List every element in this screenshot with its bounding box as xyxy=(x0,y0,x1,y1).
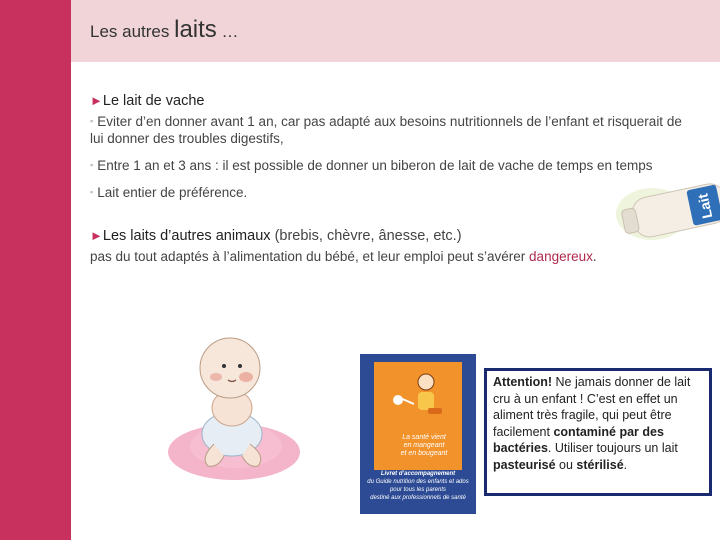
triangle-icon: ► xyxy=(90,228,103,243)
booklet-footer-line-3: pour tous les parents xyxy=(389,487,447,493)
booklet-footer-line-2: du Guide nutrition des enfants et ados xyxy=(367,479,469,485)
booklet-footer-line-1: Livret d’accompagnement xyxy=(380,471,456,477)
attention-text-3: . Utiliser toujours un lait xyxy=(547,441,678,455)
slide-title xyxy=(90,16,239,44)
section1-bullet-2 xyxy=(90,157,690,174)
booklet-figure-icon xyxy=(380,368,456,428)
section1-bullet-1 xyxy=(90,113,690,147)
left-accent-bar xyxy=(0,0,71,540)
attention-text-2: C’est en effet un aliment très fragile, qui peut être facilement xyxy=(493,391,678,439)
attention-bold-1: contaminé par des bactéries xyxy=(493,424,664,455)
attention-bold-2: pasteurisé xyxy=(493,457,556,472)
main-content xyxy=(90,92,690,265)
attention-text-1: Ne jamais donner de lait cru à un enfant ! xyxy=(493,375,691,406)
section2-text xyxy=(90,248,690,265)
attention-box xyxy=(484,368,712,496)
booklet-title xyxy=(394,434,454,458)
title-dots: … xyxy=(221,22,239,41)
booklet-title-line-1: La santé vient xyxy=(402,434,446,441)
section2-heading-suffix: (brebis, chèvre, ânesse, etc.) xyxy=(274,228,462,244)
bullet-1-text: Eviter d’en donner avant 1 an, car pas adapté aux besoins nutritionnels de l’enfant et risquerait de lui donner des troubles digestifs, xyxy=(90,114,682,146)
baby-image xyxy=(162,322,312,492)
section1-heading xyxy=(90,92,690,110)
section2-text-end: . xyxy=(592,249,597,264)
section1-heading-text: Le lait de vache xyxy=(102,93,205,109)
triangle-icon: ► xyxy=(90,93,103,108)
bullet-icon: ▪ xyxy=(90,187,94,197)
attention-bold-3: stérilisé xyxy=(576,457,624,472)
attention-lead: Attention! xyxy=(493,375,553,389)
bullet-icon: ▪ xyxy=(90,116,94,126)
section2-heading xyxy=(90,227,690,245)
booklet-title-line-2: en mangeant xyxy=(403,442,445,449)
booklet-footer-line-4: destiné aux professionnels de santé xyxy=(370,495,466,501)
section1-bullet-3 xyxy=(90,184,690,201)
section2-heading-text: Les laits d’autres animaux xyxy=(102,228,271,244)
booklet-footer xyxy=(362,470,474,502)
attention-text-5: . xyxy=(623,457,628,472)
bullet-3-text: Lait entier de préférence. xyxy=(97,185,248,200)
title-small: Les autres xyxy=(90,22,170,41)
title-big: laits xyxy=(174,16,217,43)
danger-word: dangereux xyxy=(529,249,593,264)
bottle-label: Lait xyxy=(694,192,716,220)
bullet-icon: ▪ xyxy=(90,160,94,170)
attention-text-4: ou xyxy=(559,457,573,472)
bullet-2-text: Entre 1 an et 3 ans : il est possible de donner un biberon de lait de vache de temps en temps xyxy=(97,158,653,173)
booklet-title-line-3: et en bougeant xyxy=(400,450,448,457)
milk-bottle-image xyxy=(612,170,720,248)
section2-text-main: pas du tout adaptés à l’alimentation du bébé, et leur emploi peut s’avérer xyxy=(90,249,526,264)
